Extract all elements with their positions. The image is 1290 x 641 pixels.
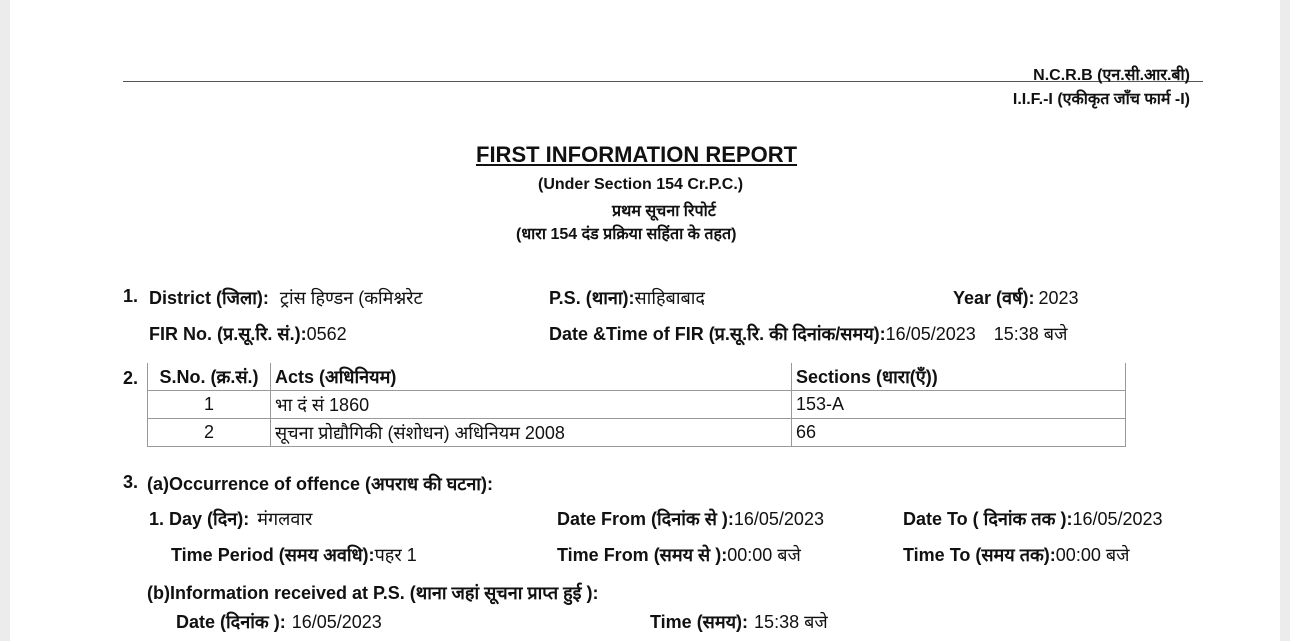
info-received-sub-label: (b) [147, 583, 170, 603]
section-1-number: 1. [123, 286, 139, 306]
time-period-label: Time Period (समय अवधि): [171, 545, 375, 565]
day-field [149, 507, 312, 531]
acts-table-header [148, 363, 1126, 391]
fir-number-field [149, 322, 347, 346]
acts-table [147, 363, 1126, 447]
fir-time-value: 15:38 बजे [993, 324, 1068, 344]
row-sno: 1 [148, 391, 271, 419]
fir-document-page [10, 0, 1280, 641]
year-label: Year (वर्ष): [953, 288, 1035, 308]
date-to-label: Date To ( दिनांक तक ): [903, 509, 1073, 529]
date-to-field [903, 507, 1163, 531]
time-from-field [557, 543, 801, 567]
table-row [148, 419, 1126, 447]
district-field [149, 286, 423, 310]
ps-value: साहिबाबाद [634, 288, 705, 308]
sections-header: Sections (धारा(एँ)) [792, 363, 1126, 391]
sno-header: S.No. (क्र.सं.) [148, 363, 271, 391]
row-section: 153-A [792, 391, 1126, 419]
occurrence-heading [147, 472, 493, 496]
received-time-value: 15:38 बजे [754, 612, 828, 632]
day-value: मंगलवार [257, 509, 313, 529]
police-station-field [549, 286, 705, 310]
date-from-value: 16/05/2023 [733, 509, 824, 529]
ps-label: P.S. (थाना): [549, 288, 635, 308]
table-row [148, 391, 1126, 419]
fir-date-value: 16/05/2023 [885, 324, 976, 344]
page-title: FIRST INFORMATION REPORT [476, 142, 798, 167]
acts-header: Acts (अधिनियम) [271, 363, 792, 391]
section-2-number: 2. [123, 368, 139, 388]
row-sno: 2 [148, 419, 271, 447]
info-received-title: Information received at P.S. (थाना जहां सूचना प्राप्त हुई ): [169, 583, 599, 603]
year-field [953, 286, 1078, 310]
time-from-value: 00:00 बजे [727, 545, 801, 565]
row-act: भा दं सं 1860 [271, 391, 792, 419]
section-3-number: 3. [123, 472, 139, 492]
ncrb-label: N.C.R.B (एन.सी.आर.बी) [1033, 67, 1190, 84]
fir-datetime-label: Date &Time of FIR (प्र.सू.रि. की दिनांक/समय): [549, 324, 886, 344]
hindi-section-subtitle: (धारा 154 दंड प्रक्रिया सहिंता के तहत) [516, 226, 737, 243]
row-act: सूचना प्रोद्यौगिकी (संशोधन) अधिनियम 2008 [271, 419, 792, 447]
fir-label: FIR No. (प्र.सू.रि. सं.): [149, 324, 307, 344]
received-date-value: 16/05/2023 [291, 612, 382, 632]
time-from-label: Time From (समय से ): [557, 545, 728, 565]
hindi-title: प्रथम सूचना रिपोर्ट [612, 203, 716, 220]
received-time-label: Time (समय): [650, 612, 749, 632]
received-date-field [176, 610, 382, 634]
time-to-label: Time To (समय तक): [903, 545, 1056, 565]
date-from-label: Date From (दिनांक से ): [557, 509, 734, 529]
occurrence-title: Occurrence of offence (अपराध की घटना): [169, 474, 493, 494]
time-period-value: पहर 1 [374, 545, 417, 565]
district-label: District (जिला): [149, 288, 269, 308]
under-section-subtitle: (Under Section 154 Cr.P.C.) [538, 176, 744, 193]
iif-label: I.I.F.-I (एकीकृत जाँच फार्म -I) [1012, 91, 1190, 108]
info-received-heading [147, 581, 598, 605]
fir-value: 0562 [306, 324, 347, 344]
date-from-field [557, 507, 824, 531]
day-label: 1. Day (दिन): [149, 509, 250, 529]
district-value: ट्रांस हिण्डन (कमिश्नरेट [279, 288, 423, 308]
row-section: 66 [792, 419, 1126, 447]
occurrence-sub-label: (a) [147, 474, 169, 494]
time-period-field [171, 543, 417, 567]
year-value: 2023 [1038, 288, 1079, 308]
time-to-value: 00:00 बजे [1055, 545, 1130, 565]
fir-datetime-field [549, 322, 1067, 346]
received-date-label: Date (दिनांक ): [176, 612, 286, 632]
received-time-field [650, 610, 828, 634]
time-to-field [903, 543, 1129, 567]
date-to-value: 16/05/2023 [1072, 509, 1163, 529]
